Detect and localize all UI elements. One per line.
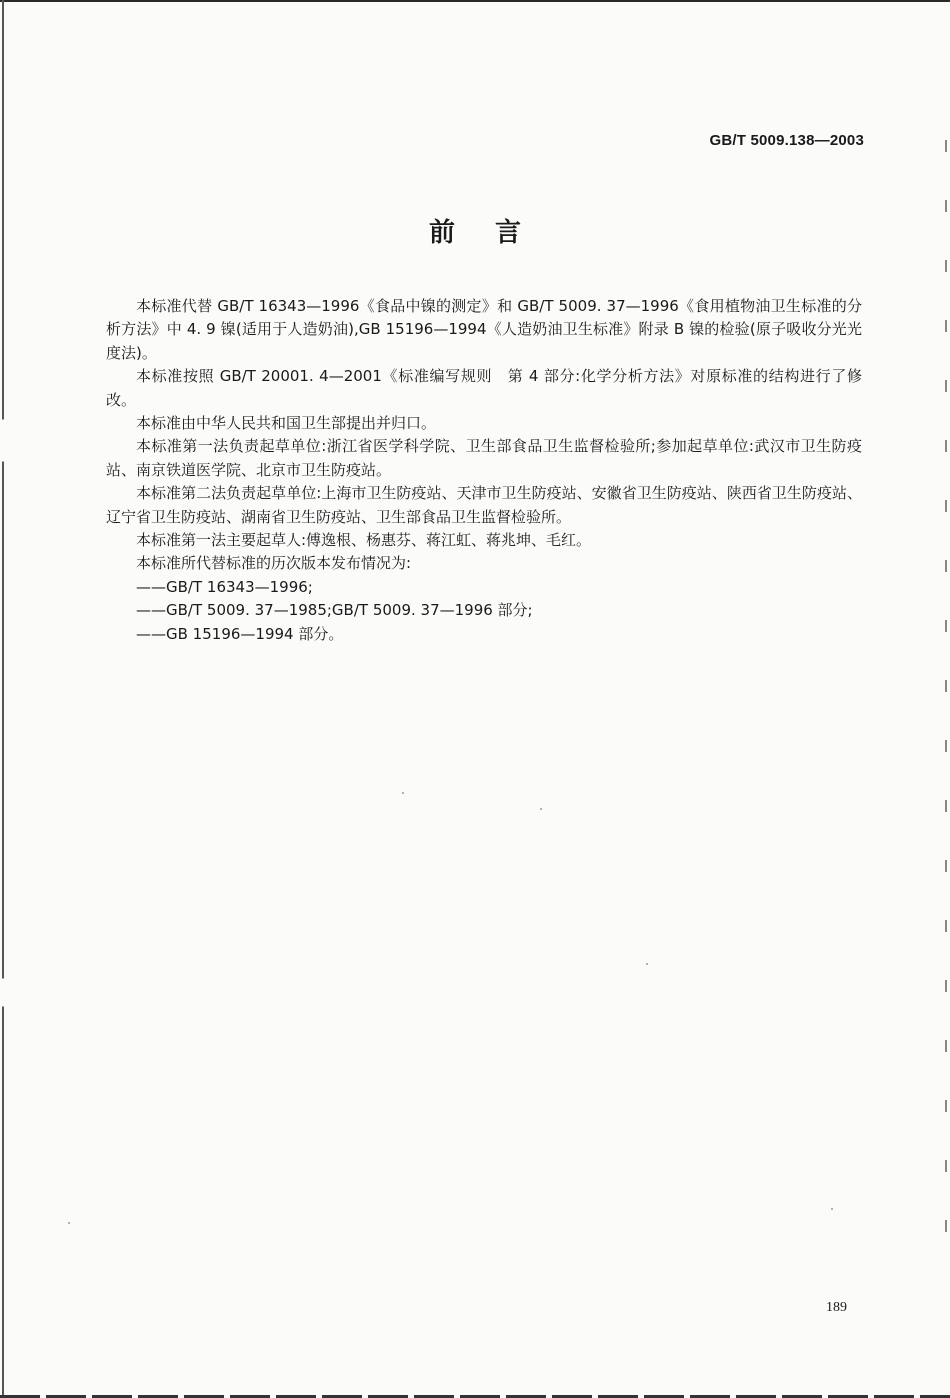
paragraph-structure: 本标准按照 GB/T 20001. 4—2001《标准编写规则 第 4 部分:化学分析方法》对原标准的结构进行了修改。 [106,367,862,409]
scan-speck [68,1222,70,1224]
page-number: 189 [826,1300,847,1315]
standard-code: GB/T 5009.138—2003 [709,132,864,149]
scan-edge-top [0,0,950,2]
paragraph-proposer: 本标准由中华人民共和国卫生部提出并归口。 [136,414,437,433]
history-item: ——GB 15196—1994 部分。 [136,624,344,643]
paragraph-drafters: 本标准第一法主要起草人:傅逸根、杨惠芬、蒋江虹、蒋兆坤、毛红。 [136,531,592,550]
paragraph-replaces: 本标准代替 GB/T 16343—1996《食品中镍的测定》和 GB/T 5009. 37—1996《食用植物油卫生标准的分析方法》中 4. 9 镍(适用于人造奶油),GB 15196—1994《人造奶油卫生标准》附录 B 镍的检验(原子吸收分光光度法)。 [106,297,862,362]
scan-speck [646,963,648,965]
history-item: ——GB/T 16343—1996; [136,577,313,596]
scan-edge-right [945,140,947,1240]
page-title: 前言 [428,218,561,248]
paragraph-drafting-unit-2: 本标准第二法负责起草单位:上海市卫生防疫站、天津市卫生防疫站、安徽省卫生防疫站、陕西省卫生防疫站、辽宁省卫生防疫站、湖南省卫生防疫站、卫生部食品卫生监督检验所。 [106,484,862,526]
scan-speck [402,792,404,794]
paragraph-history-intro: 本标准所代替标准的历次版本发布情况为: [136,554,412,573]
paragraph-drafting-unit-1: 本标准第一法负责起草单位:浙江省医学科学院、卫生部食品卫生监督检验所;参加起草单位:武汉市卫生防疫站、南京铁道医学院、北京市卫生防疫站。 [106,437,862,479]
foreword-body [106,295,862,646]
scan-speck [540,808,542,810]
scan-edge-left [2,0,4,1398]
scan-speck [831,1208,833,1210]
history-item: ——GB/T 5009. 37—1985;GB/T 5009. 37—1996 部分; [136,601,533,620]
